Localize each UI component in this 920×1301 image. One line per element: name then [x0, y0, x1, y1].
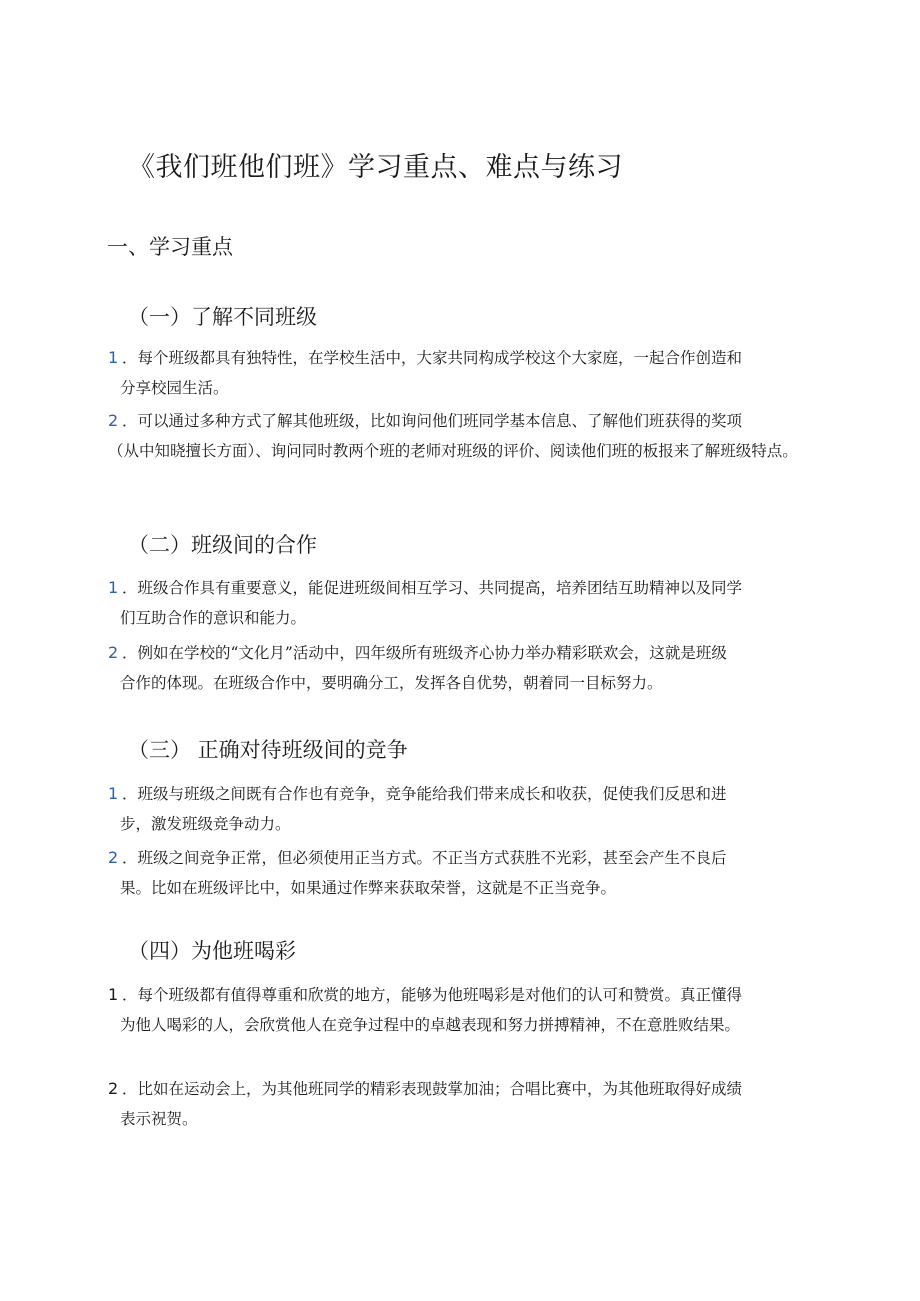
- item-text-rest: 分享校园生活。: [120, 379, 229, 397]
- list-item: [108, 843, 808, 903]
- item-number: 2: [108, 1079, 119, 1098]
- subsection-heading-2: （二）班级间的合作: [128, 533, 317, 557]
- subsection-heading-3: （三） 正确对待班级间的竞争: [128, 738, 408, 762]
- item-text-rest: 们互助合作的意识和能力。: [120, 609, 307, 627]
- item-text-line1: ．每个班级都具有独特性，在学校生活中，大家共同构成学校这个大家庭，一起合作创造和: [122, 349, 743, 367]
- item-number: 2: [108, 643, 119, 662]
- subsection-heading-4: （四）为他班喝彩: [128, 939, 296, 963]
- item-text-line1: ．可以通过多种方式了解其他班级，比如询问他们班同学基本信息、了解他们班获得的奖项: [122, 412, 743, 430]
- list-item: [108, 406, 808, 466]
- list-item: [108, 638, 808, 698]
- item-number: 2: [108, 848, 119, 867]
- item-number: 1: [108, 348, 119, 367]
- list-item: [108, 779, 808, 839]
- item-text-rest: 为他人喝彩的人，会欣赏他人在竞争过程中的卓越表现和努力拼搏精神，不在意胜败结果。: [120, 1016, 741, 1034]
- item-text-line1: ．比如在运动会上，为其他班同学的精彩表现鼓掌加油；合唱比赛中，为其他班取得好成绩: [122, 1080, 743, 1098]
- section-heading-key-points: 一、学习重点: [107, 235, 233, 259]
- document-title: 《我们班他们班》学习重点、难点与练习: [128, 152, 623, 183]
- item-text-line1: ．例如在学校的“文化月”活动中，四年级所有班级齐心协力举办精彩联欢会，这就是班级: [122, 644, 727, 662]
- item-number: 2: [108, 411, 119, 430]
- item-text-line1: ．班级合作具有重要意义，能促进班级间相互学习、共同提高，培养团结互助精神以及同学: [122, 579, 743, 597]
- item-text-rest: （从中知晓擅长方面）、询问同时教两个班的老师对班级的评价、阅读他们班的板报来了解班级特点。: [108, 442, 798, 460]
- item-number: 1: [108, 578, 119, 597]
- list-item: [108, 980, 808, 1040]
- item-text-rest: 步，激发班级竞争动力。: [120, 815, 291, 833]
- list-item: [108, 1074, 808, 1134]
- item-text-rest: 合作的体现。在班级合作中，要明确分工，发挥各自优势，朝着同一目标努力。: [120, 674, 663, 692]
- item-number: 1: [108, 985, 119, 1004]
- list-item: [108, 573, 808, 633]
- subsection-heading-1: （一）了解不同班级: [128, 305, 317, 329]
- item-text-rest: 果。比如在班级评比中，如果通过作弊来获取荣誉，这就是不正当竞争。: [120, 879, 617, 897]
- item-number: 1: [108, 784, 119, 803]
- item-text-line1: ．每个班级都有值得尊重和欣赏的地方，能够为他班喝彩是对他们的认可和赞赏。真正懂得: [122, 986, 743, 1004]
- item-text-line1: ．班级与班级之间既有合作也有竞争，竞争能给我们带来成长和收获，促使我们反思和进: [122, 785, 727, 803]
- item-text-line1: ．班级之间竞争正常，但必须使用正当方式。不正当方式获胜不光彩，甚至会产生不良后: [122, 849, 727, 867]
- item-text-rest: 表示祝贺。: [120, 1110, 198, 1128]
- list-item: [108, 343, 808, 403]
